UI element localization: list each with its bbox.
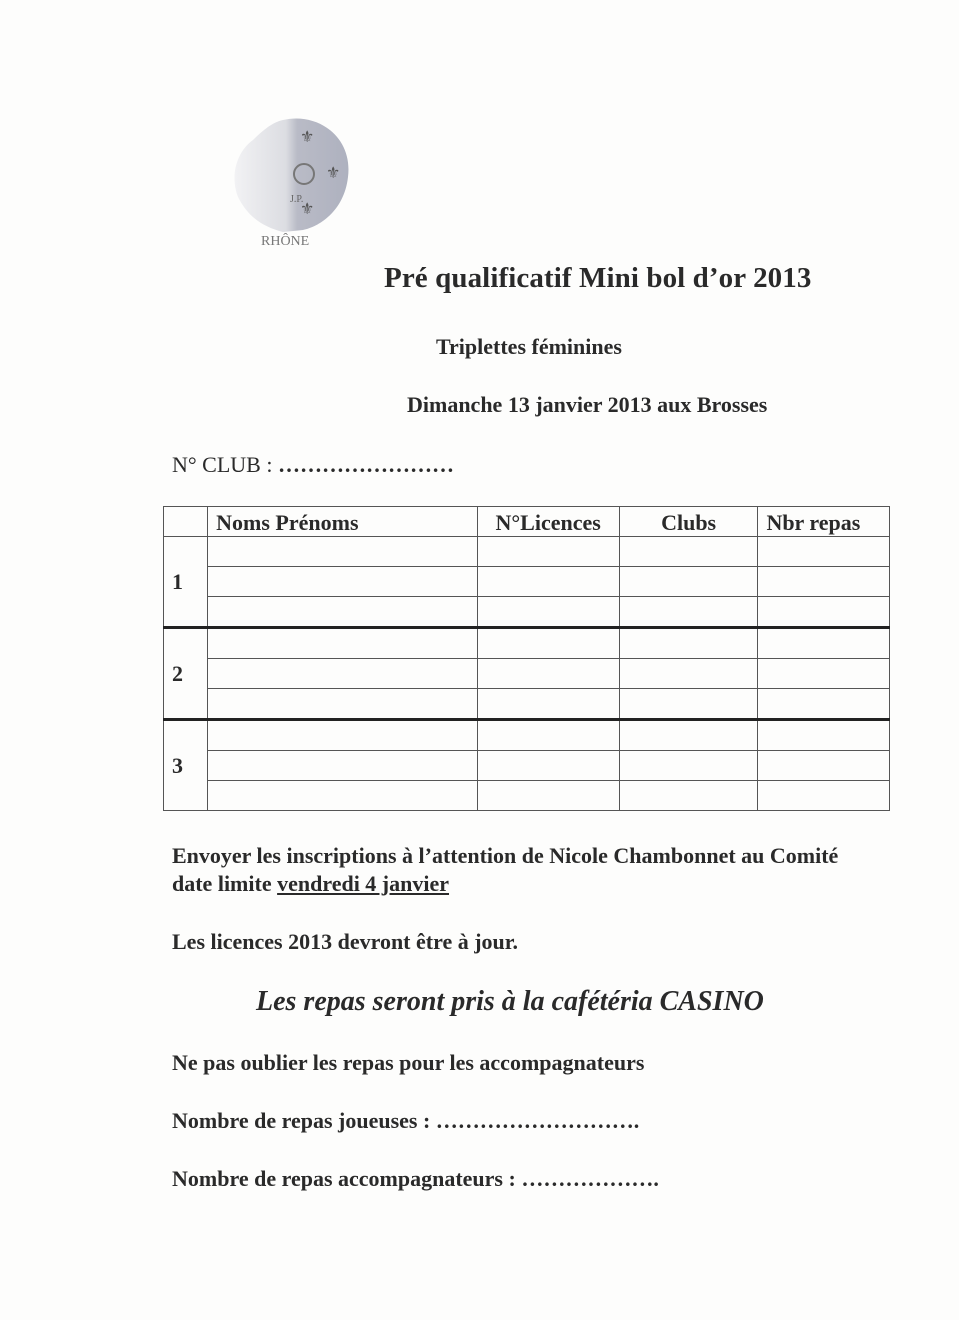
column-header-clubs: Clubs [619,507,758,537]
table-row [164,751,890,781]
table-row [164,628,890,659]
club-cell[interactable] [619,720,758,751]
name-cell[interactable] [208,659,477,689]
licence-cell[interactable] [477,567,619,597]
table-row [164,781,890,811]
club-number-label: N° CLUB : [172,452,273,477]
meals-cell[interactable] [758,628,890,659]
club-cell[interactable] [619,597,758,628]
name-cell[interactable] [208,567,477,597]
event-date: Dimanche 13 janvier 2013 aux Brosses [407,392,768,417]
licence-cell[interactable] [477,628,619,659]
svg-text:J.P.: J.P. [290,194,304,205]
group-number: 2 [164,628,208,720]
club-number-field[interactable] [172,452,454,478]
meals-location: Les repas seront pris à la cafétéria CASINO [256,986,764,1017]
meals-cell[interactable] [758,751,890,781]
club-cell[interactable] [619,567,758,597]
name-cell[interactable] [208,537,477,567]
committee-logo [228,112,368,262]
table-row [164,567,890,597]
club-number-blank[interactable]: …………………… [277,452,454,477]
group-number: 1 [164,537,208,628]
licence-cell[interactable] [477,751,619,781]
table-row [164,537,890,567]
column-header-names: Noms Prénoms [208,507,477,537]
players-meals-field[interactable] [172,1108,639,1134]
svg-text:⚜: ⚜ [326,163,341,182]
licence-cell[interactable] [477,537,619,567]
licence-cell[interactable] [477,659,619,689]
meals-cell[interactable] [758,689,890,720]
club-cell[interactable] [619,751,758,781]
club-cell[interactable] [619,781,758,811]
players-meals-label: Nombre de repas joueuses : [172,1108,431,1133]
send-instructions [172,842,872,898]
meals-cell[interactable] [758,659,890,689]
table-row [164,659,890,689]
licences-notice: Les licences 2013 devront être à jour. [172,929,519,954]
companions-meals-label: Nombre de repas accompagnateurs : [172,1166,516,1191]
name-cell[interactable] [208,628,477,659]
name-cell[interactable] [208,597,477,628]
meals-cell[interactable] [758,567,890,597]
companions-meals-field[interactable] [172,1166,659,1192]
licence-cell[interactable] [477,597,619,628]
club-cell[interactable] [619,537,758,567]
name-cell[interactable] [208,751,477,781]
licence-cell[interactable] [477,720,619,751]
registration-table [163,506,890,811]
table-row [164,720,890,751]
meals-cell[interactable] [758,597,890,628]
svg-text:⚜: ⚜ [300,199,315,218]
name-cell[interactable] [208,781,477,811]
table-row [164,597,890,628]
group-number: 3 [164,720,208,811]
meals-cell[interactable] [758,537,890,567]
club-cell[interactable] [619,689,758,720]
licence-cell[interactable] [477,781,619,811]
column-header-meals: Nbr repas [758,507,890,537]
players-meals-blank[interactable]: ………………………. [435,1108,640,1133]
deadline-date: vendredi 4 janvier [277,871,450,896]
svg-text:RHÔNE: RHÔNE [261,234,310,249]
page-title: Pré qualificatif Mini bol d’or 2013 [384,262,812,294]
column-header-number [164,507,208,537]
name-cell[interactable] [208,720,477,751]
category-subtitle: Triplettes féminines [436,334,622,359]
send-text: Envoyer les inscriptions à l’attention de Nicole Chambonnet au Comité date limite [172,843,839,896]
table-header-row [164,507,890,537]
club-cell[interactable] [619,628,758,659]
name-cell[interactable] [208,689,477,720]
table-row [164,689,890,720]
club-cell[interactable] [619,659,758,689]
svg-text:⚜: ⚜ [300,127,315,146]
companions-meals-blank[interactable]: ………………. [521,1166,659,1191]
logo-emblem-icon [228,112,368,262]
meals-cell[interactable] [758,781,890,811]
companions-reminder: Ne pas oublier les repas pour les accompagnateurs [172,1050,645,1075]
meals-cell[interactable] [758,720,890,751]
licence-cell[interactable] [477,689,619,720]
column-header-licences: N°Licences [477,507,619,537]
